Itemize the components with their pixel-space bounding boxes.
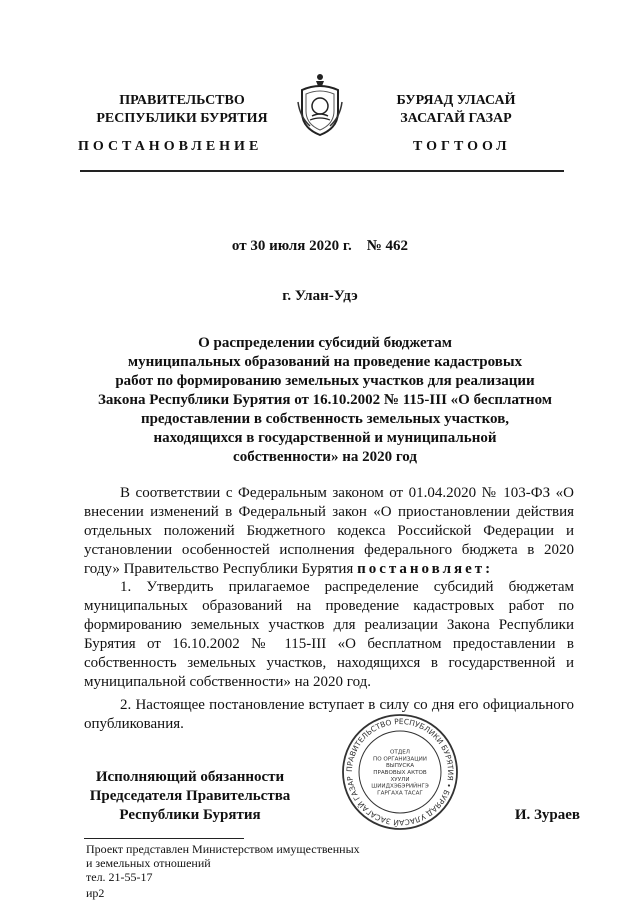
signatory-line1: Исполняющий обязанности <box>95 769 285 785</box>
footer-line2: и земельных отношений <box>86 856 211 870</box>
title-line: находящихся в государственной и муниципальной <box>153 430 497 446</box>
clause-1: 1. Утвердить прилагаемое распределение субсидий бюджетам муниципальных образований на проведение кадастровых работ по формированию земельных участков для реализации Закона Республики Бурятия от 16.10.2002 № 115-III «О бесплатном предоставлении в собственность земельных участков, находящихся в государственной и муниципальной собственности» на 2020 год. <box>84 579 574 690</box>
stamp-inner-line: ПРАВОВЫХ АКТОВ <box>373 770 427 776</box>
signatory-line2: Председателя Правительства <box>89 788 291 804</box>
title-line: собственности» на 2020 год <box>233 449 417 465</box>
document-title <box>80 334 570 467</box>
title-line: муниципальных образований на проведение кадастровых <box>127 354 523 370</box>
footer-divider <box>84 838 244 839</box>
issuer-right-line1: БУРЯАД УЛАСАЙ <box>396 93 516 108</box>
preamble <box>84 484 574 579</box>
coat-of-arms-icon <box>296 72 344 138</box>
doc-type-left: ПОСТАНОВЛЕНИЕ <box>78 139 263 154</box>
title-line: Закона Республики Бурятия от 16.10.2002 № 115-III «О бесплатном <box>97 392 552 408</box>
stamp-inner-line: ШИИДХЭБЭРИЙНГЭ <box>371 783 429 790</box>
footer-phone: тел. 21-55-17 <box>86 870 153 884</box>
stamp-inner-line: ХУУЛИ <box>390 776 410 783</box>
stamp-inner-line: ПО ОРГАНИЗАЦИИ <box>373 756 427 763</box>
issuer-right <box>366 92 546 128</box>
stamp-ring-text: ПРАВИТЕЛЬСТВО РЕСПУБЛИКИ БУРЯТИЯ • БУРЯАД УЛАСАЙ ЗАСАГАЙ ГАЗАР <box>344 716 456 828</box>
signatory-name: И. Зураев <box>514 807 580 823</box>
issuer-left-line2: РЕСПУБЛИКИ БУРЯТИЯ <box>96 111 268 126</box>
footer-note <box>86 842 406 900</box>
date-number-line: от 30 июля 2020 г. № 462 <box>231 238 409 254</box>
footer-line1: Проект представлен Министерством имущественных <box>86 842 360 856</box>
stamp-inner-line: ГАРГАХА ТАСАГ <box>377 790 423 797</box>
preamble-emphasis: постановляет: <box>357 561 494 577</box>
doc-type-right: ТОГТООЛ <box>413 139 511 154</box>
official-stamp <box>340 712 460 832</box>
clause-2: 2. Настоящее постановление вступает в силу со дня его официального опубликования. <box>84 697 574 732</box>
footer-code: ир2 <box>86 886 105 900</box>
title-line: работ по формированию земельных участков для реализации <box>115 373 535 389</box>
signatory-line3: Республики Бурятия <box>119 807 261 823</box>
title-line: предоставлении в собственность земельных участков, <box>140 411 510 427</box>
preamble-text: В соответствии с Федеральным законом от 01.04.2020 № 103-ФЗ «О внесении изменений в Федеральный закон «О приостановлении действия отдельных положений Бюджетного кодекса Российской Федерации и установлении особенностей исполнения федерального бюджета в 2020 году» Правительство Республики Бурятия <box>84 485 574 577</box>
issuer-right-line2: ЗАСАГАЙ ГАЗАР <box>400 111 512 126</box>
title-line: О распределении субсидий бюджетам <box>198 335 452 351</box>
city: г. Улан-Удэ <box>282 288 358 304</box>
stamp-inner-line: ОТДЕЛ <box>390 749 410 756</box>
stamp-inner-line: ВЫПУСКА <box>385 763 415 770</box>
issuer-left <box>92 92 272 128</box>
header-divider <box>80 170 564 172</box>
issuer-left-line1: ПРАВИТЕЛЬСТВО <box>119 93 245 108</box>
signatory-title <box>80 768 300 825</box>
